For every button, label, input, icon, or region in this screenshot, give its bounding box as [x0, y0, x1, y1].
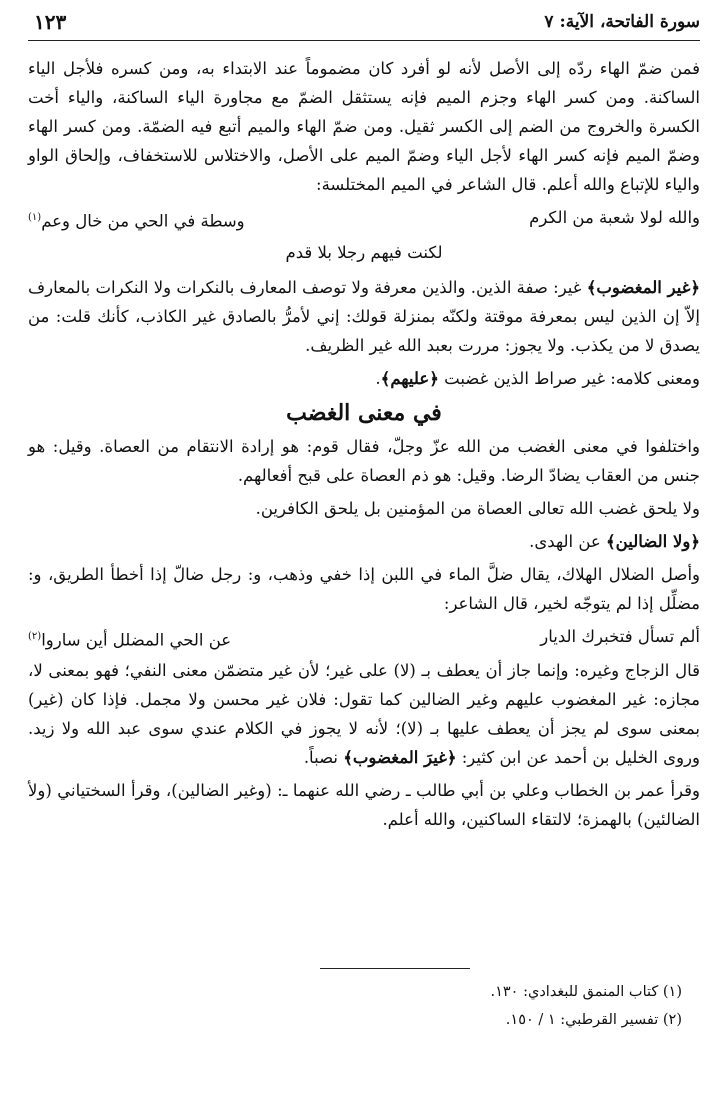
- paragraph-text: قال الزجاج وغيره: وإنما جاز أن يعطف بـ (لا) على غير؛ لأن غير متضمّن معنى النفي؛ فهو بمعنى لا، مجازه: غير المغضوب عليهم وغير الضالين كما تقول: فلان غير محسن ولا مجمل. فإذا كان (غير) بمعنى سوى لم يجز أن يعطف عليها بـ (لا)؛ لأنه لا يجوز في الكلام عندي سوى عبد الله ولا زيد. وروى الخليل بن أحمد عن ابن كثير:: [28, 661, 700, 767]
- paragraph: [28, 273, 700, 360]
- paragraph: فمن ضمّ الهاء ردّه إلى الأصل لأنه لو أفرد كان مضموماً عند الابتداء به، ومن كسره فلأجل الياء الساكنة. ومن كسر الهاء وجزم الميم فإنه يستثقل الضمّ مع مجاورة الياء الساكنة، والياء أخت الكسرة والخروج من الضم إلى الكسر ثقيل. ومن ضمّ الهاء والميم أتبع فيه الضمّة. ومن كسر الهاء وضمّ الميم فإنه كسر الهاء لأجل الياء وضمّ الميم على الأصل، والاختلاس للاستخفاف، وإلحاق الواو والياء للإتباع والله أعلم. قال الشاعر في الميم المختلسة:: [28, 59, 700, 194]
- footnote: (٢) تفسير القرطبي: ١ / ١٥٠.: [505, 1012, 682, 1028]
- quranic-phrase: ﴿غير المغضوب﴾: [586, 277, 700, 297]
- paragraph-text: ومعنى كلامه: غير صراط الذين غضبت: [438, 368, 700, 388]
- footnotes: [28, 978, 700, 1034]
- verse-hemistich: [28, 203, 245, 236]
- verse-text: وسطة في الحي من خال وعم: [41, 211, 245, 231]
- footnote-ref: (١): [28, 212, 42, 223]
- verse-text: عن الحي المضلل أين ساروا: [41, 630, 232, 649]
- verse-line: [28, 203, 700, 236]
- paragraph: وقرأ عمر بن الخطاب وعلي بن أبي طالب ـ رضي الله عنهما ـ: (وغير الضالين)، وقرأ السختياني (ولأ الضالئين) بالهمزة؛ لالتقاء الساكنين، والله أعلم.: [28, 781, 700, 829]
- footnote-rule: [320, 968, 470, 969]
- footnote: (١) كتاب المنمق للبغدادي: ١٣٠.: [490, 984, 682, 1000]
- page-header: [28, 8, 700, 38]
- paragraph-text: نصباً.: [303, 748, 344, 767]
- page-number: ١٢٣: [34, 10, 67, 34]
- verse-hemistich: [529, 203, 700, 236]
- quranic-phrase: ﴿ولا الضالين﴾: [606, 531, 700, 551]
- paragraph: [28, 527, 700, 556]
- quranic-phrase: ﴿غيرَ المغضوب﴾: [343, 748, 457, 767]
- verse-hemistich: [28, 622, 231, 655]
- page-body: [28, 54, 700, 838]
- verse-text: والله لولا شعبة من الكرم: [529, 208, 700, 227]
- paragraph-text: غير: صفة الذين. والذين معرفة ولا توصف المعارف بالنكرات ولا النكرات بالمعارف إلاّ إن الذين ليس بمعرفة موقتة ولكنّه بمنزلة قولك: إني لأمرُّ بالصادق غير الكاذب، كأنك قلت: من يصدق لا من يكذب. ولا يجوز: مررت بعبد الله غير الظريف.: [28, 277, 700, 355]
- header-rule: [28, 40, 700, 41]
- paragraph: وأصل الضلال الهلاك، يقال ضلَّ الماء في اللبن إذا خفي وذهب، و: رجل ضالّ إذا أخطأ الطريق، و: مضلِّل إذا لم يتوجّه لخير، قال الشاعر:: [28, 564, 700, 613]
- verse-line-centered: لكنت فيهم رجلا بلا قدم: [285, 242, 443, 262]
- paragraph: [28, 364, 700, 393]
- footnote-ref: (٢): [28, 630, 42, 642]
- verse-hemistich: [540, 622, 700, 655]
- paragraph-text: عن الهدى.: [529, 531, 607, 551]
- verse-line: [28, 622, 700, 655]
- paragraph: [28, 656, 700, 772]
- section-heading: في معنى الغضب: [286, 399, 442, 426]
- paragraph: ولا يلحق غضب الله تعالى العصاة من المؤمنين بل يلحق الكافرين.: [255, 498, 700, 518]
- paragraph: واختلفوا في معنى الغضب من الله عزّ وجلّ، فقال قوم: هو إرادة الانتقام من العصاة. وقيل: هو جنس من العقاب يضادّ الرضا. وقيل: هو ذم العصاة على قبح أفعالهم.: [28, 436, 700, 485]
- running-title: سورة الفاتحة، الآية: ٧: [544, 12, 700, 32]
- quranic-phrase: ﴿عليهم﴾: [380, 368, 439, 388]
- paragraph-text: .: [375, 368, 381, 388]
- verse-text: ألم تسأل فتخبرك الديار: [540, 626, 700, 646]
